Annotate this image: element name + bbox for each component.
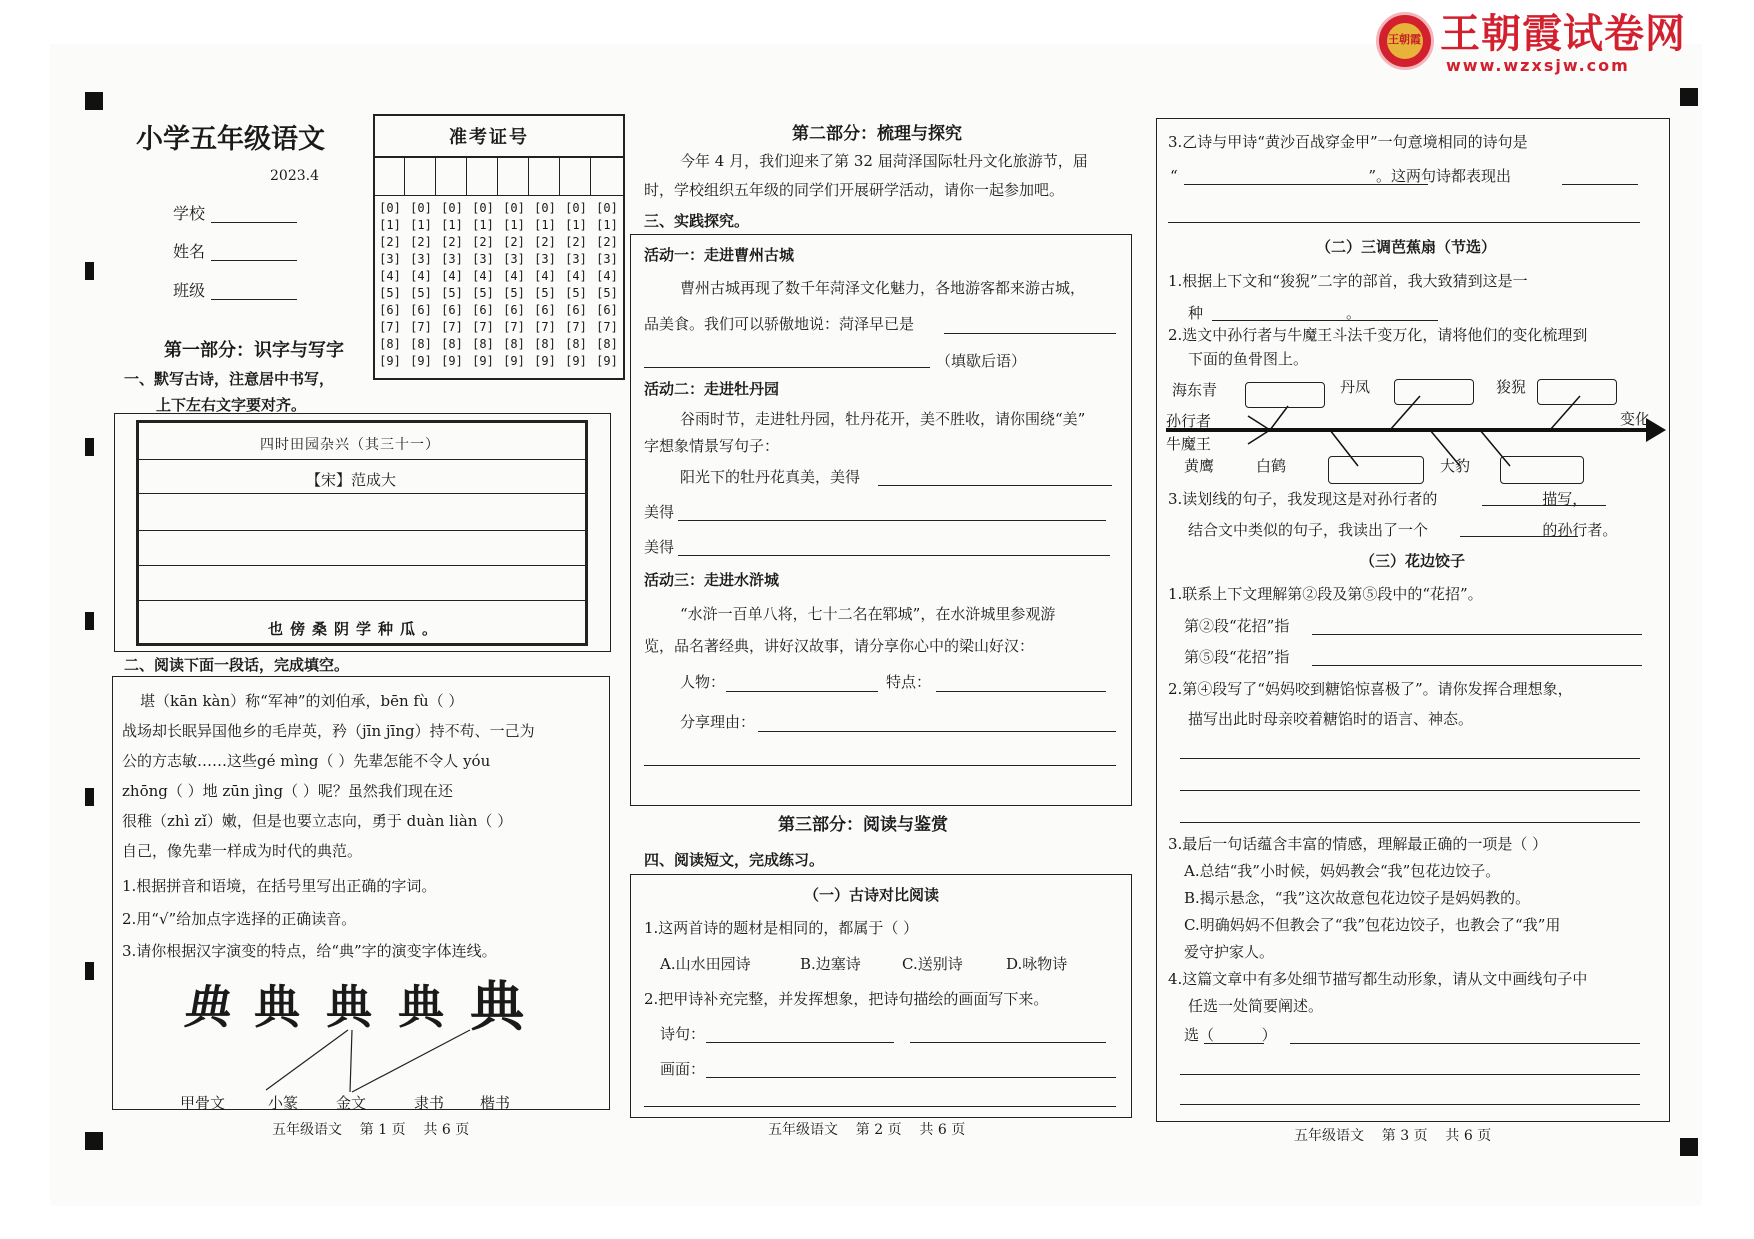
person-label: 人物： bbox=[680, 673, 726, 691]
ticket-title: 准考证号 bbox=[449, 127, 529, 148]
sec2-q2: 2.选文中孙行者与牛魔王斗法千变万化，请将他们的变化梳理到 bbox=[1168, 326, 1588, 344]
fishbone-label: 大豹 bbox=[1440, 457, 1471, 475]
registration-mark bbox=[1680, 88, 1698, 106]
registration-mark bbox=[85, 1132, 103, 1150]
poem-q1: 1.这两首诗的题材是相同的，都属于（ ） bbox=[644, 919, 919, 937]
class-label: 班级 bbox=[173, 281, 206, 300]
glyph-small-seal[interactable]: 典 bbox=[254, 980, 300, 1034]
sentence-input[interactable] bbox=[678, 555, 1110, 556]
poem-q2: 2.把甲诗补充完整，并发挥想象，把诗句描绘的画面写下来。 bbox=[644, 990, 1049, 1008]
fishbone-label: 丹凤 bbox=[1340, 378, 1371, 396]
q2-passage-line: 战场却长眠异国他乡的毛岸英，矜（jīn jīng）持不苟、一己为 bbox=[122, 722, 535, 740]
script-label: 小篆 bbox=[268, 1094, 299, 1112]
school-label: 学校 bbox=[173, 204, 206, 223]
q2-subquestion: 3.请你根据汉字演变的特点，给“典”字的演变字体连线。 bbox=[122, 942, 497, 960]
q3-feeling-input[interactable] bbox=[1562, 184, 1638, 185]
glyph-bronze[interactable]: 典 bbox=[326, 980, 372, 1034]
activity-1-hint: （填歇后语） bbox=[936, 352, 1027, 370]
q2-heading: 二、阅读下面一段话，完成填空。 bbox=[124, 656, 350, 674]
q3-text: “ ”。这两句诗都表现出 bbox=[1170, 167, 1512, 185]
select-label: 选（ ） bbox=[1184, 1026, 1277, 1044]
page-footer: 五年级语文 第 2 页 共 6 页 bbox=[768, 1122, 966, 1138]
q2-subquestion: 2.用“√”给加点字选择的正确读音。 bbox=[122, 910, 357, 928]
sec3-q4: 任选一处简要阐述。 bbox=[1188, 997, 1324, 1015]
q3-heading: 三、实践探究。 bbox=[644, 212, 750, 230]
para-2-label: 第②段“花招”指 bbox=[1184, 617, 1290, 635]
script-label: 甲骨文 bbox=[180, 1094, 226, 1112]
ticket-digit-column[interactable]: [0] [1] [2] [3] [4] [5] [6] [7] [8] [9] bbox=[565, 201, 587, 368]
glyph-clerical[interactable]: 典 bbox=[398, 980, 444, 1034]
para-2-input[interactable] bbox=[1312, 634, 1642, 635]
q1-heading: 一、默写古诗，注意居中书写， bbox=[124, 370, 335, 388]
fishbone-left-bottom: 牛魔王 bbox=[1166, 435, 1212, 453]
activity-3-text: 览，品名著经典，讲好汉故事，请分享你心中的梁山好汉： bbox=[644, 637, 1035, 655]
sec2-q1: 1.根据上下文和“狻猊”二字的部首，我大致猜到这是一 bbox=[1168, 272, 1528, 290]
q2-passage-line: zhōng（ ）地 zūn jìng（ ）呢？虽然我们现在还 bbox=[122, 782, 453, 800]
analysis-input[interactable] bbox=[1180, 1074, 1640, 1075]
sec3-option[interactable]: B.揭示悬念，“我”这次故意包花边饺子是妈妈教的。 bbox=[1184, 889, 1531, 907]
sec3-option[interactable]: A.总结“我”小时候，妈妈教会“我”包花边饺子。 bbox=[1184, 862, 1501, 880]
scene-input[interactable] bbox=[644, 1106, 1116, 1107]
poem-line-input[interactable] bbox=[706, 1042, 894, 1043]
fishbone-label: 黄鹰 bbox=[1184, 457, 1215, 475]
page-footer: 五年级语文 第 3 页 共 6 页 bbox=[1294, 1128, 1492, 1144]
part-2-heading: 第二部分：梳理与探究 bbox=[792, 124, 962, 144]
para-5-input[interactable] bbox=[1312, 665, 1642, 666]
activity-1-text: 曹州古城再现了数千年菏泽文化魅力，各地游客都来游古城， bbox=[680, 279, 1086, 297]
sec2-q2: 下面的鱼骨图上。 bbox=[1188, 350, 1309, 368]
activity-1-text: 品美食。我们可以骄傲地说：菏泽早已是 bbox=[644, 315, 915, 333]
select-input[interactable] bbox=[1204, 1043, 1264, 1044]
intro-text: 时，学校组织五年级的同学们开展研学活动，请你一起参加吧。 bbox=[644, 181, 1065, 199]
registration-mark bbox=[1680, 1138, 1698, 1156]
analysis-input[interactable] bbox=[1180, 1104, 1640, 1105]
brand-name: 王朝霞试卷网 bbox=[1440, 11, 1686, 57]
fishbone-label: 海东青 bbox=[1172, 381, 1218, 399]
name-label: 姓名 bbox=[173, 242, 206, 261]
q4-heading: 四、阅读短文，完成练习。 bbox=[644, 851, 825, 869]
q3-feeling-input[interactable] bbox=[1168, 222, 1640, 223]
activity-2-text: 字想象情景写句子： bbox=[644, 437, 780, 455]
poem-last-line: 也傍桑阴学种瓜。 bbox=[268, 620, 445, 638]
script-label: 隶书 bbox=[414, 1094, 445, 1112]
fishbone-label: 白鹤 bbox=[1256, 457, 1287, 475]
ticket-digit-column[interactable]: [0] [1] [2] [3] [4] [5] [6] [7] [8] [9] bbox=[441, 201, 463, 368]
sentence-prompt: 美得 bbox=[644, 503, 675, 521]
sec2-q3: 结合文中类似的句子，我读出了一个 的孙行者。 bbox=[1188, 521, 1618, 539]
poem-author: 【宋】范成大 bbox=[306, 471, 397, 489]
ticket-digit-column[interactable]: [0] [1] [2] [3] [4] [5] [6] [7] [8] [9] bbox=[472, 201, 494, 368]
paper-date: 2023.4 bbox=[270, 168, 319, 184]
share-input[interactable] bbox=[644, 765, 1116, 766]
person-input[interactable] bbox=[726, 691, 878, 692]
option-b[interactable]: B.边塞诗 bbox=[800, 955, 861, 973]
ticket-digit-column[interactable]: [0] [1] [2] [3] [4] [5] [6] [7] [8] [9] bbox=[534, 201, 556, 368]
poem-title: 四时田园杂兴（其三十一） bbox=[260, 437, 440, 453]
xiehouyu-input-2[interactable] bbox=[644, 367, 930, 368]
page-footer: 五年级语文 第 1 页 共 6 页 bbox=[272, 1122, 470, 1138]
character-trait-input[interactable] bbox=[1460, 536, 1578, 537]
ticket-digit-column[interactable]: [0] [1] [2] [3] [4] [5] [6] [7] [8] [9] bbox=[596, 201, 618, 368]
sec2-q1: 种 。 bbox=[1188, 304, 1362, 322]
description-input[interactable] bbox=[1180, 822, 1640, 823]
fishbone-right: 变化 bbox=[1620, 410, 1651, 428]
activity-3-text: “水浒一百单八将，七十二名在郓城”，在水浒城里参观游 bbox=[680, 605, 1056, 623]
sec3-q4: 4.这篇文章中有多处细节描写都生动形象，请从文中画线句子中 bbox=[1168, 970, 1588, 988]
share-label: 分享理由： bbox=[680, 713, 756, 731]
sentence-input[interactable] bbox=[878, 485, 1112, 486]
share-input[interactable] bbox=[758, 731, 1116, 732]
q2-passage-line: 公的方志敏……这些gé mìng（ ）先辈怎能不令人 yóu bbox=[122, 752, 491, 770]
suanni-input[interactable] bbox=[1212, 320, 1438, 321]
ticket-digit-column[interactable]: [0] [1] [2] [3] [4] [5] [6] [7] [8] [9] bbox=[410, 201, 432, 368]
q2-passage-line: 堪（kān kàn）称“军神”的刘伯承，bēn fù（ ） bbox=[140, 692, 464, 710]
scene-label: 画面： bbox=[660, 1060, 706, 1078]
activity-2-text: 谷雨时节，走进牡丹园，牡丹花开，美不胜收，请你围绕“美” bbox=[680, 410, 1086, 428]
fishbone-left-top: 孙行者 bbox=[1166, 412, 1212, 430]
fishbone-label: 狻猊 bbox=[1496, 378, 1527, 396]
sec2-q3: 3.读划线的句子，我发现这是对孙行者的 描写， bbox=[1168, 490, 1588, 508]
scene-input[interactable] bbox=[706, 1077, 1116, 1078]
part-3-heading: 第三部分：阅读与鉴赏 bbox=[778, 815, 948, 835]
activity-3-title: 活动三：走进水浒城 bbox=[644, 571, 780, 589]
q1-heading-cont: 上下左右文字要对齐。 bbox=[156, 396, 307, 414]
q2-subquestion: 1.根据拼音和语境，在括号里写出正确的字词。 bbox=[122, 877, 437, 895]
glyph-matching-lines[interactable] bbox=[0, 0, 600, 1110]
feature-input[interactable] bbox=[936, 691, 1106, 692]
seal-text: 王朝霞 bbox=[1388, 33, 1421, 46]
sec3-q2: 2.第④段写了“妈妈咬到糖馅惊喜极了”。请你发挥合理想象， bbox=[1168, 680, 1573, 698]
q3-text: 3.乙诗与甲诗“黄沙百战穿金甲”一句意境相同的诗句是 bbox=[1168, 133, 1528, 151]
sentence-input[interactable] bbox=[678, 520, 1106, 521]
fishbone-answer-box[interactable] bbox=[1394, 379, 1474, 405]
sec3-q1: 1.联系上下文理解第②段及第⑤段中的“花招”。 bbox=[1168, 585, 1483, 603]
sec3-option-cont: 爱守护家人。 bbox=[1184, 943, 1275, 961]
ticket-digit-column[interactable]: [0] [1] [2] [3] [4] [5] [6] [7] [8] [9] bbox=[503, 201, 525, 368]
brand-url: www.wzxsjw.com bbox=[1446, 56, 1630, 75]
ticket-digit-column[interactable]: [0] [1] [2] [3] [4] [5] [6] [7] [8] [9] bbox=[379, 201, 401, 368]
script-label: 金文 bbox=[336, 1094, 367, 1112]
fishbone-answer-box[interactable] bbox=[1500, 456, 1584, 484]
section-3-title: （三）花边饺子 bbox=[1360, 552, 1466, 570]
description-input[interactable] bbox=[1180, 790, 1640, 791]
q3-poem-input[interactable] bbox=[1184, 184, 1428, 185]
fishbone-answer-box[interactable] bbox=[1328, 456, 1424, 484]
intro-text: 今年 4 月，我们迎来了第 32 届菏泽国际牡丹文化旅游节，届 bbox=[680, 152, 1088, 170]
q2-passage-line: 自己，像先辈一样成为时代的典范。 bbox=[122, 842, 363, 860]
analysis-input[interactable] bbox=[1290, 1043, 1640, 1044]
part-1-heading: 第一部分：识字与写字 bbox=[164, 340, 344, 361]
seal-icon bbox=[1376, 12, 1434, 70]
option-a[interactable]: A.山水田园诗 bbox=[660, 955, 751, 973]
feature-label: 特点： bbox=[886, 673, 932, 691]
section-2-title: （二）三调芭蕉扇（节选） bbox=[1316, 238, 1497, 256]
sec3-q3: 3.最后一句话蕴含丰富的情感，理解最正确的一项是（ ） bbox=[1168, 835, 1548, 853]
q2-passage-line: 很稚（zhì zǐ）嫩，但是也要立志向，勇于 duàn liàn（ ） bbox=[122, 812, 513, 830]
section-1-title: （一）古诗对比阅读 bbox=[804, 886, 940, 904]
poem-line-input[interactable] bbox=[910, 1042, 1106, 1043]
description-input[interactable] bbox=[1180, 758, 1640, 759]
sentence-prompt: 阳光下的牡丹花真美，美得 bbox=[680, 468, 861, 486]
option-c[interactable]: C.送别诗 bbox=[902, 955, 963, 973]
poem-line-label: 诗句： bbox=[660, 1025, 706, 1043]
script-label: 楷书 bbox=[480, 1094, 511, 1112]
fishbone-answer-box[interactable] bbox=[1245, 382, 1325, 408]
activity-2-title: 活动二：走进牡丹园 bbox=[644, 380, 780, 398]
glyph-oracle[interactable]: 典 bbox=[181, 980, 237, 1034]
sec3-option[interactable]: C.明确妈妈不但教会了“我”包花边饺子，也教会了“我”用 bbox=[1184, 916, 1561, 934]
activity-1-title: 活动一：走进曹州古城 bbox=[644, 246, 795, 264]
glyph-regular[interactable]: 典 bbox=[470, 974, 524, 1038]
option-d[interactable]: D.咏物诗 bbox=[1006, 955, 1068, 973]
sentence-prompt: 美得 bbox=[644, 538, 675, 556]
fishbone-answer-box[interactable] bbox=[1537, 379, 1617, 405]
paper-title: 小学五年级语文 bbox=[136, 124, 325, 155]
para-5-label: 第⑤段“花招”指 bbox=[1184, 648, 1290, 666]
description-type-input[interactable] bbox=[1482, 505, 1606, 506]
xiehouyu-input[interactable] bbox=[944, 333, 1116, 334]
sec3-q2: 描写出此时母亲咬着糖馅时的语言、神态。 bbox=[1188, 710, 1474, 728]
